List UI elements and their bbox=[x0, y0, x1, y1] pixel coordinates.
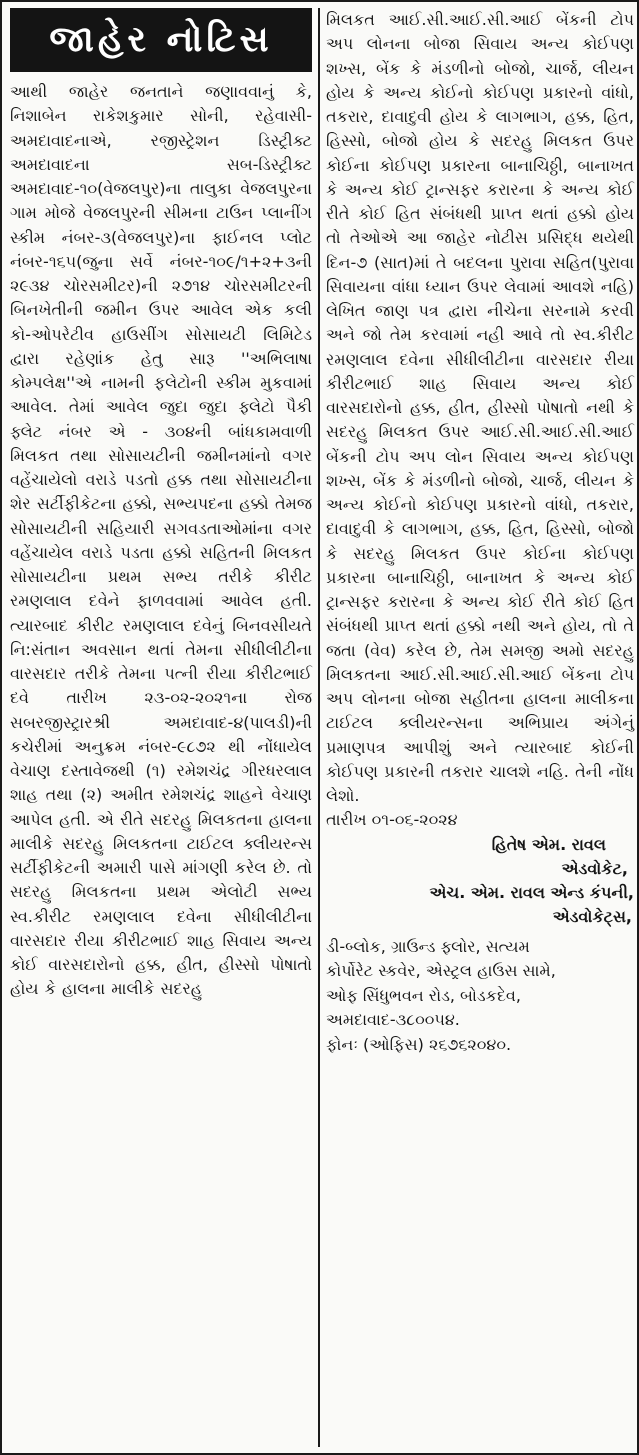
address-line-1: ડી-બ્લોક, ગ્રાઉન્ડ ફ્લોર, સત્યમ bbox=[326, 936, 530, 956]
signatory-name: હિતેષ એમ. રાવલ bbox=[491, 834, 606, 854]
signatory-designation: એડવોકેટ, bbox=[561, 858, 628, 878]
firm-designation: એડવોકેટ્સ, bbox=[552, 906, 632, 926]
left-column bbox=[10, 8, 312, 1447]
firm-name: એચ. એમ. રાવલ એન્ડ કંપની, bbox=[429, 882, 634, 902]
address-line-3: ઓફ સિંધુભવન રોડ, બોડકદેવ, bbox=[326, 985, 521, 1005]
right-column bbox=[326, 8, 634, 1447]
column-divider bbox=[318, 8, 320, 1447]
address-line-2: કોર્પોરેટ સ્કવેર, એસ્ટ્રલ હાઉસ સામે, bbox=[326, 961, 556, 981]
notice-body-left: આથી જાહેર જનતાને જણાવવાનું કે, નિશાબેન રાકેશકુમાર સોની, રહેવાસી-અમદાવાદનાએ, રજીસ્ટ્રેશન ડિસ્ટ્રીક્ટ અમદાવાદના સબ-ડિસ્ટ્રીક્ટ અમદાવાદ-૧૦(વેજલપુર)ના તાલુકા વેજલપુરના ગામ મોજે વેજલપુરની સીમના ટાઉન પ્લાનીંગ સ્કીમ નંબર-૩(વેજલપુર)ના ફાઈનલ પ્લોટ નંબર-૧૬૫(જુના સર્વે નંબર-૧૦૯/૧+૨+૩ની ૨૯૩૪ ચોરસમીટર)ની ૨૭૧૪ ચોરસમીટરની બિનખેતીની જમીન ઉપર આવેલ એક કલી કો-ઓપરેટીવ હાઉસીંગ સોસાયટી લિમિટેડ દ્વારા રહેણાંક હેતુ સારૂ ''અભિલાષા કોમ્પલેક્ષ''એ નામની ફલેટોની સ્કીમ મુકવામાં આવેલ. તેમાં આવેલ જુદા જુદા ફ્લેટો પૈકી ફ્લેટ નંબર એ - ૩૦૪ની બાંધકામવાળી મિલકત તથા સોસાયટીની જમીનમાંનો વગર વહેંચાયેલો વરાડે પડતો હક્ક તથા સોસાયટીના શેર સર્ટીફીકેટના હક્કો, સભ્યપદના હક્કો તેમજ સોસાયટીની સહિયારી સગવડતાઓમાંના વગર વહેંચાયેલ વરાડે પડતા હક્કો સહિતની મિલકત સોસાયટીના પ્રથમ સભ્ય તરીકે કીરીટ રમણલાલ દવેને ફાળવવામાં આવેલ હતી. ત્યારબાદ કીરીટ રમણલાલ દવેનું બિનવસીયતે નિ:સંતાન અવસાન થતાં તેમના સીધીલીટીના વારસદાર તરીકે તેમના પત્ની રીયા કીરીટભાઈ દવે તારીખ ૨૩-૦૨-૨૦૨૧ના રોજ સબરજીસ્ટ્રારશ્રી અમદાવાદ-૪(પાલડી)ની કચેરીમાં અનુક્રમ નંબર-૯૮૭૨ થી નોંધાયેલ વેચાણ દસ્તાવેજથી (૧) રમેશચંદ્ર ગીરધરલાલ શાહ તથા (૨) અમીત રમેશચંદ્ર શાહને વેચાણ આપેલ હતી. એ રીતે સદરહુ મિલકતના હાલના માલીકે સદરહુ મિલકતના ટાઈટલ ક્લીયરન્સ સર્ટીફીકેટની અમારી પાસે માંગણી કરેલ છે. તો સદરહુ મિલકતના પ્રથમ એલોટી સભ્ય સ્વ.કીરીટ રમણલાલ દવેના સીધીલીટીના વારસદાર રીયા કીરીટભાઈ શાહ સિવાય અન્ય કોઈ વારસદારોનો હક્ક, હીત, હીસ્સો પોષાતો હોય કે હાલના માલીકે સદરહુ bbox=[10, 82, 312, 999]
address-line-4: અમદાવાદ-૩૮૦૦૫૪. bbox=[326, 1010, 460, 1030]
notice-title: જાહેર નોટિસ bbox=[10, 8, 312, 72]
signature-block bbox=[326, 833, 634, 929]
phone-line: ફોનઃ (ઓફિસ) ૨૬૭૬૨૦૪૦. bbox=[326, 1034, 512, 1054]
address-block bbox=[326, 935, 634, 1058]
notice-date: તારીખ ૦૧-૦૬-૨૦૨૪ bbox=[326, 810, 458, 830]
notice-body-right: મિલકત આઈ.સી.આઈ.સી.આઈ બેંકની ટોપ અપ લોનના બોજા સિવાય અન્ય કોઈપણ શખ્સ, બેંક કે મંડળીનો બોજો, ચાર્જ, લીયન હોય કે અન્ય કોઈનો કોઈપણ પ્રકારનો વાંધો, તકરાર, દાવાદુવી હોય કે લાગભાગ, હક્ક, હિત, હિસ્સો, બોજો હોય કે સદરહુ મિલકત ઉપર કોઈના કોઈપણ પ્રકારના બાનાચિઠ્ઠી, બાનાખત કે અન્ય કોઈ ટ્રાન્સફર કરારના કે અન્ય કોઈ રીતે કોઈ હિત સંબંધથી પ્રાપ્ત થતાં હક્કો હોય તો તેઓએ આ જાહેર નોટીસ પ્રસિદ્ધ થયેથી દિન-૭ (સાત)માં તે બદલના પુરાવા સહિત(પુરાવા સિવાયના વાંધા ધ્યાન ઉપર લેવામાં આવશે નહિ) લેખિત જાણ પત્ર દ્વારા નીચેના સરનામે કરવી અને જો તેમ કરવામાં નહી આવે તો સ્વ.કીરીટ રમણલાલ દવેના સીધીલીટીના વારસદાર રીયા કીરીટભાઈ શાહ સિવાય અન્ય કોઈ વારસદારોનો હક્ક, હીત, હીસ્સો પોષાતો નથી કે સદરહુ મિલકત ઉપર આઈ.સી.આઈ.સી.આઈ બેંકની ટોપ અપ લોન સિવાય અન્ય કોઈપણ શખ્સ, બેંક કે મંડળીનો બોજો, ચાર્જ, લીયન કે અન્ય કોઈનો કોઈપણ પ્રકારનો વાંધો, તકરાર, દાવાદુવી કે લાગભાગ, હક્ક, હિત, હિસ્સો, બોજો કે સદરહુ મિલકત ઉપર કોઈના કોઈપણ પ્રકારના બાનાચિઠ્ઠી, બાનાખત કે અન્ય કોઈ ટ્રાન્સફર કરારના કે અન્ય કોઈ રીતે કોઈ હિત સંબંધથી પ્રાપ્ત થતાં હક્કો નથી અને હોય, તો તે જતા (વેવ) કરેલ છે, તેમ સમજી અમો સદરહુ મિલકતના આઈ.સી.આઈ.સી.આઈ બેંકના ટોપ અપ લોનના બોજા સહીતના હાલના માલીકના ટાઈટલ ક્લીયરન્સના અભિપ્રાય અંગેનું પ્રમાણપત્ર આપીશું અને ત્યારબાદ કોઈની કોઈપણ પ્રકારની તકરાર ચાલશે નહિ. તેની નોંધ લેશો. bbox=[326, 10, 634, 805]
